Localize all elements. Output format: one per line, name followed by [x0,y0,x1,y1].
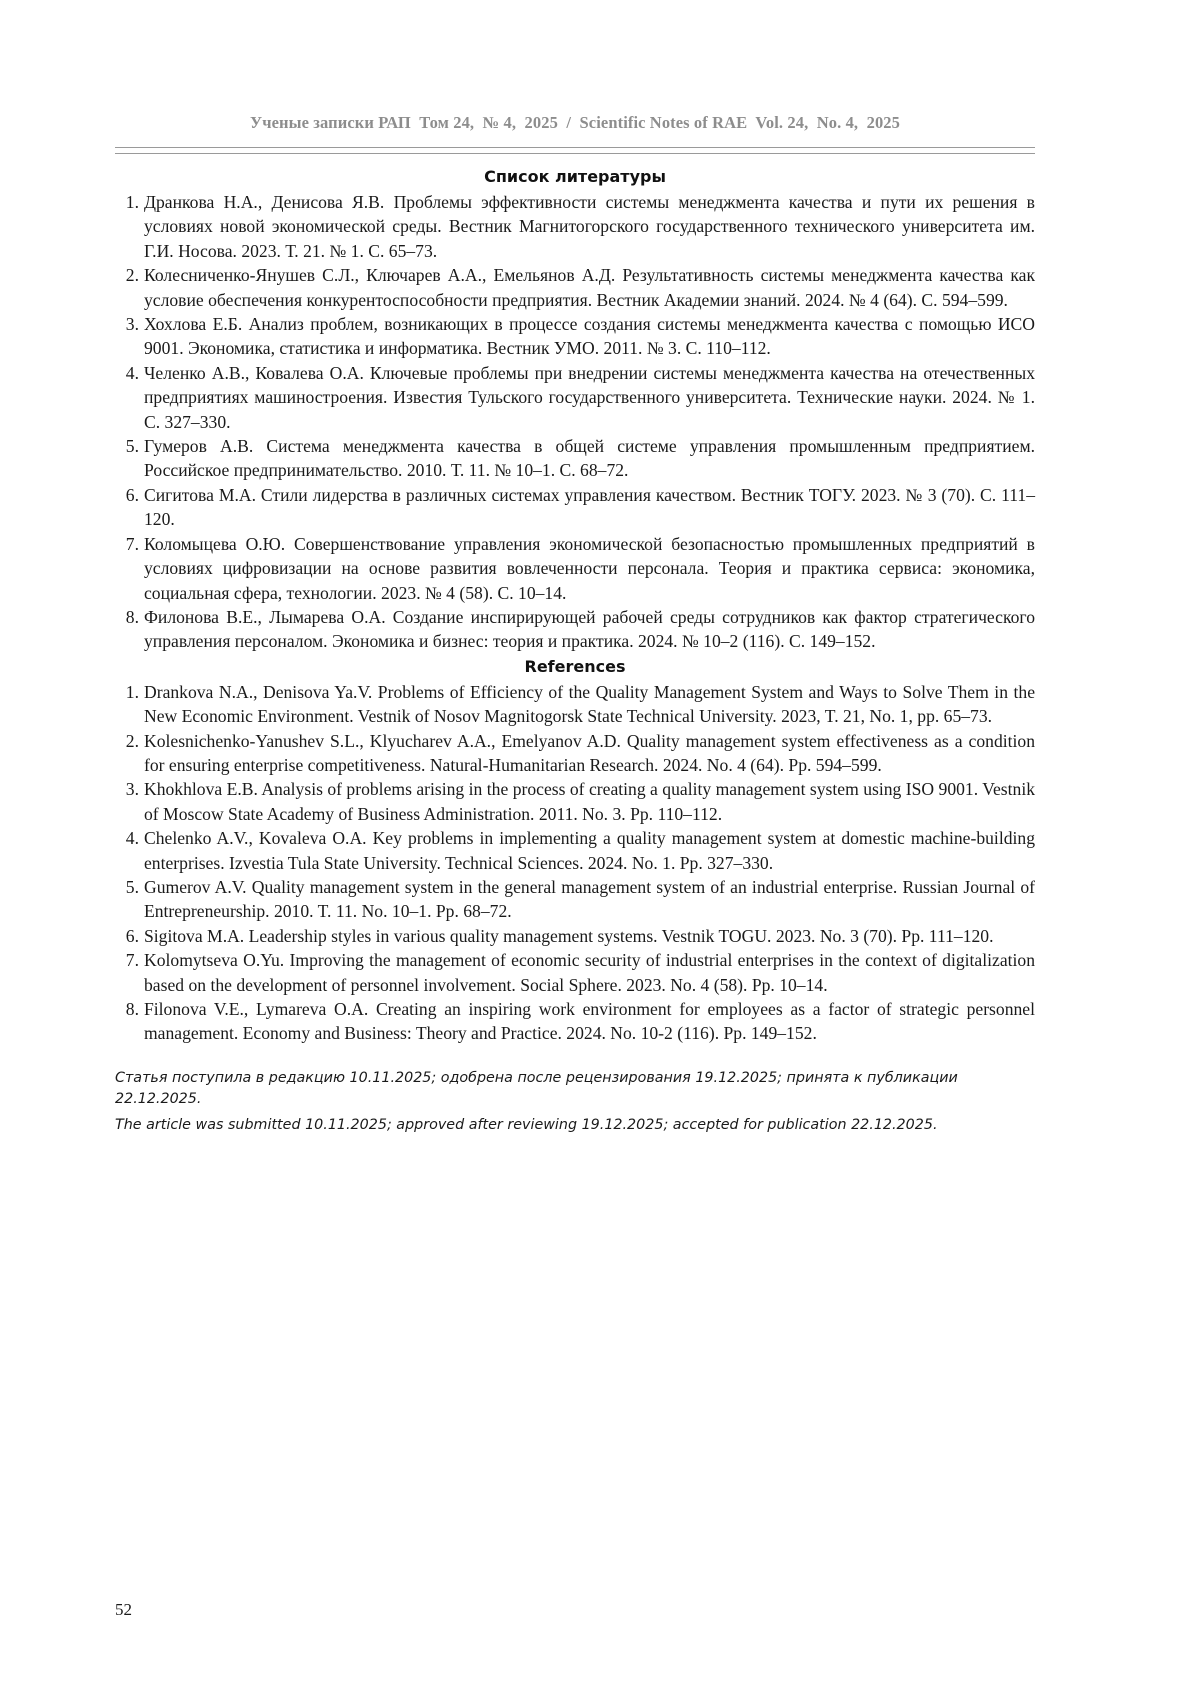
reference-text: Drankova N.A., Denisova Ya.V. Problems of Efficiency of the Quality Management System and Ways to Solve Them in the New Economic Environment. Vestnik of Nosov Magnitogorsk State Technical University. 2023, T. 21, No. 1, pp. 65–73. [144,681,1035,727]
header-rule-top [115,147,1035,148]
reference-text: Gumerov A.V. Quality management system in the general management system of an industrial enterprise. Russian Journal of Entrepreneurship. 2010. T. 11. No. 10–1. Pp. 68–72. [144,876,1035,922]
reference-ru-item [115,532,1035,605]
reference-number: 5. [125,436,139,457]
reference-number: 6. [125,484,139,505]
reference-text: Гумеров А.В. Система менеджмента качества в общей системе управления промышленным предприятием. Российское предпринимательство. 2010. Т. 11. № 10–1. С. 68–72. [144,436,1035,481]
reference-text: Chelenko A.V., Kovaleva O.A. Key problems in implementing a quality management system at domestic machine-building enterprises. Izvestia Tula State University. Technical Sciences. 2024. No. 1. Pp. 327–330. [144,828,1035,873]
reference-ru-item [115,483,1035,532]
reference-ru-item [115,605,1035,654]
header-rule-bottom [115,153,1035,154]
references-ru-list [115,190,1035,654]
reference-ru-item [115,190,1035,263]
reference-number: 4. [125,828,139,849]
reference-number: 7. [125,533,139,554]
reference-ru-item [115,434,1035,483]
reference-en-item [115,924,1035,948]
reference-number: 4. [125,362,139,383]
page-content [115,164,1035,1136]
references-en-list [115,680,1035,1046]
reference-text: Коломыцева О.Ю. Совершенствование управления экономической безопасностью промышленных предприятий в условиях цифровизации на основе развития вовлеченности персонала. Теория и практика сервиса: экономика, социальная сфера, технологии. 2023. № 4 (58). С. 10–14. [144,533,1035,603]
reference-en-item [115,997,1035,1046]
page-number: 52 [115,1600,132,1619]
reference-text: Сигитова М.А. Стили лидерства в различных системах управления качеством. Вестник ТОГУ. 2023. № 3 (70). С. 111–120. [144,484,1035,530]
reference-number: 5. [125,876,139,897]
reference-ru-item [115,263,1035,312]
reference-number: 3. [125,314,139,335]
reference-text: Kolomytseva O.Yu. Improving the management of economic security of industrial enterprises in the context of digitalization based on the development of personnel involvement. Social Sphere. 2023. No. 4 (58). Pp. 10–14. [144,950,1035,995]
reference-en-item [115,875,1035,924]
reference-ru-item [115,312,1035,361]
reference-text: Kolesnichenko-Yanushev S.L., Klyucharev A.A., Emelyanov A.D. Quality management system effectiveness as a condition for ensuring enterprise competitiveness. Natural-Humanitarian Research. 2024. No. 4 (64). Pp. 594–599. [144,730,1035,775]
reference-number: 8. [125,999,139,1019]
reference-text: Khokhlova E.B. Analysis of problems arising in the process of creating a quality management system using ISO 9001. Vestnik of Moscow State Academy of Business Administration. 2011. No. 3. Pp. 110–112. [144,779,1035,824]
reference-text: Хохлова Е.Б. Анализ проблем, возникающих в процессе создания системы менеджмента качества с помощью ИСО 9001. Экономика, статистика и информатика. Вестник УМО. 2011. № 3. С. 110–112. [144,314,1035,359]
running-head: Ученые записки РАП Том 24, № 4, 2025 / Scientific Notes of RAE Vol. 24, No. 4, 2025 [249,113,900,132]
reference-text: Филонова В.Е., Лымарева О.А. Создание инспирирующей рабочей среды сотрудников как фактор стратегического управления персоналом. Экономика и бизнес: теория и практика. 2024. № 10–2 (116). С. 149–152. [144,606,1035,652]
reference-text: Filonova V.E., Lymareva O.A. Creating an inspiring work environment for employees as a factor of strategic personnel management. Economy and Business: Theory and Practice. 2024. No. 10-2 (116). Pp. 149–152. [144,999,1035,1044]
reference-en-item [115,680,1035,729]
reference-text: Дранкова Н.А., Денисова Я.В. Проблемы эффективности системы менеджмента качества и пути их решения в условиях новой экономической среды. Вестник Магнитогорского государственного технического университета им. Г.И. Носова. 2023. Т. 21. № 1. С. 65–73. [144,192,1035,261]
reference-number: 1. [125,681,139,702]
article-history-en: The article was submitted 10.11.2025; approved after reviewing 19.12.2025; accepted for publication 22.12.2025. [115,1116,938,1133]
reference-en-item [115,729,1035,778]
reference-number: 3. [125,779,139,800]
references-en-title: References [524,656,626,676]
reference-number: 7. [125,950,139,971]
reference-number: 6. [125,925,139,946]
article-history-ru: Статья поступила в редакцию 10.11.2025; одобрена после рецензирования 19.12.2025; принята к публикации 22.12.2025. [115,1069,958,1107]
reference-en-item [115,826,1035,875]
reference-number: 1. [125,192,139,212]
references-ru-title: Список литературы [484,167,666,186]
reference-number: 2. [125,265,139,286]
reference-number: 2. [125,730,139,751]
article-history [115,1068,1035,1136]
reference-ru-item [115,361,1035,434]
reference-en-item [115,948,1035,997]
reference-text: Колесниченко-Янушев С.Л., Ключарев А.А., Емельянов А.Д. Результативность системы менеджмента качества как условие обеспечения конкурентоспособности предприятия. Вестник Академии знаний. 2024. № 4 (64). С. 594–599. [144,265,1035,310]
reference-text: Sigitova M.A. Leadership styles in various quality management systems. Vestnik TOGU. 2023. No. 3 (70). Pp. 111–120. [144,925,994,946]
reference-number: 8. [125,606,139,627]
reference-en-item [115,777,1035,826]
reference-text: Челенко А.В., Ковалева О.А. Ключевые проблемы при внедрении системы менеджмента качества на отечественных предприятиях машиностроения. Известия Тульского государственного университета. Технические науки. 2024. № 1. С. 327–330. [144,362,1035,432]
